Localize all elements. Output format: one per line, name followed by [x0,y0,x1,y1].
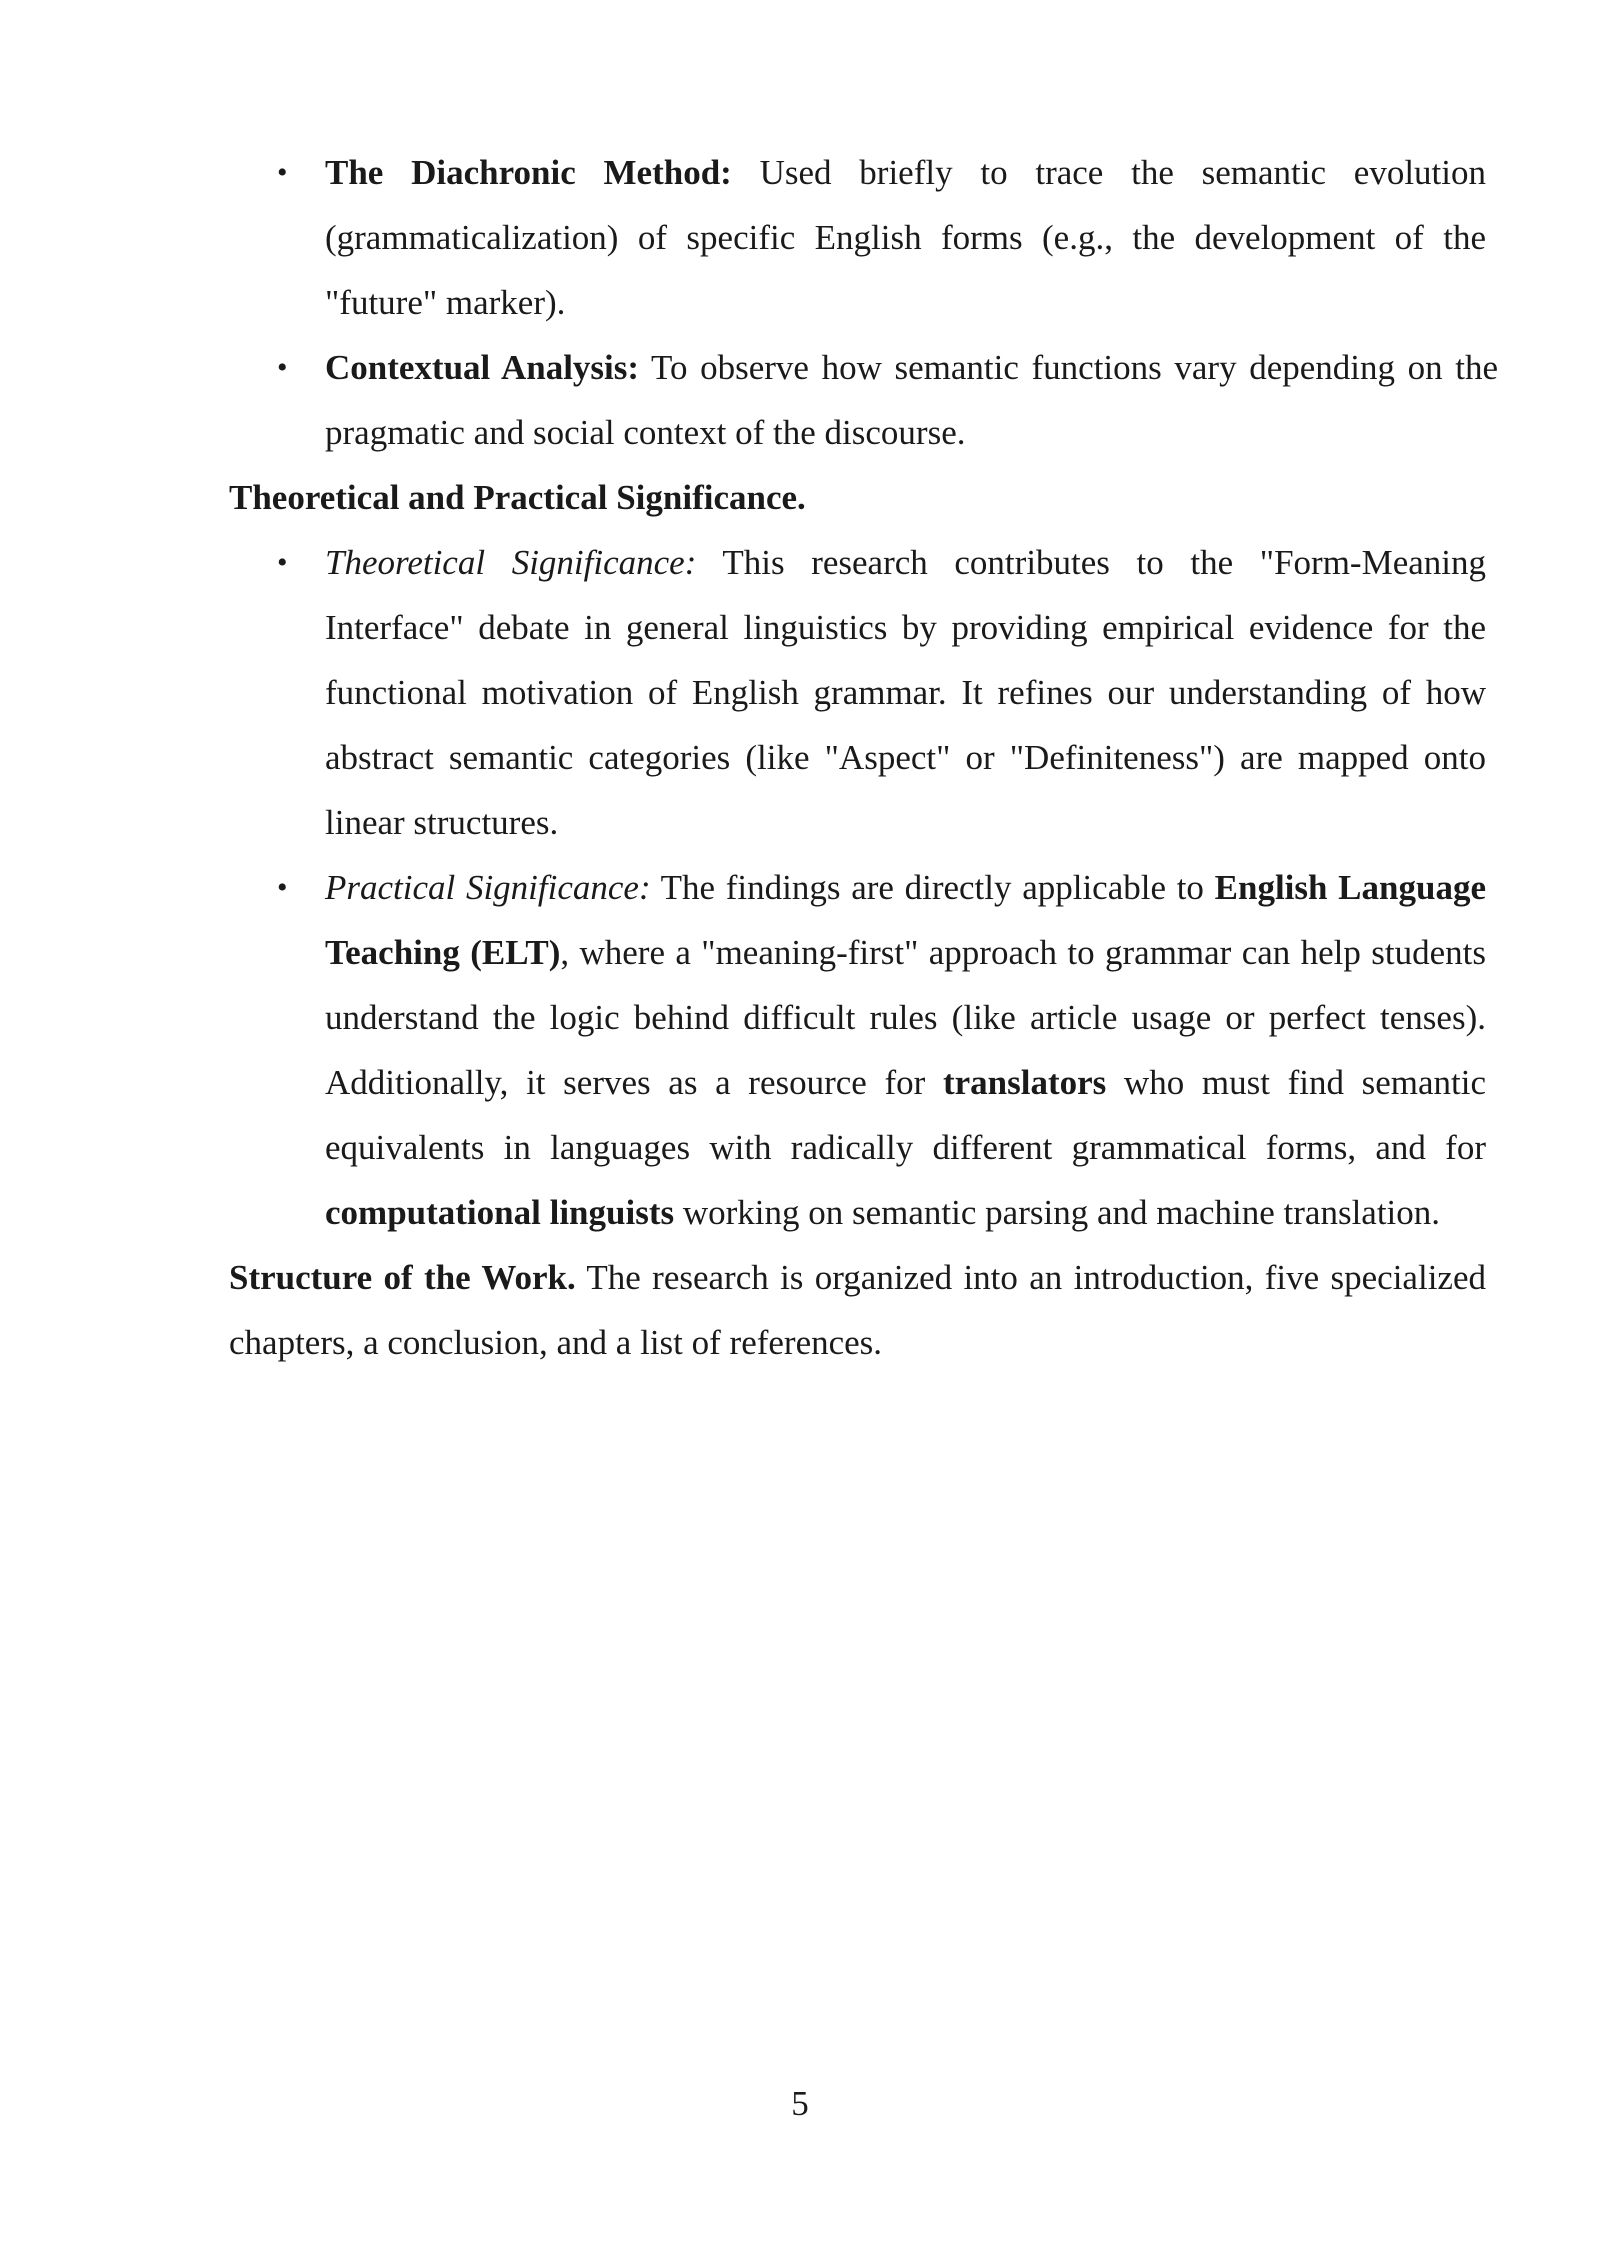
significance-list [229,530,1486,1245]
practical-text-segment: The findings are directly applicable to [650,868,1215,907]
list-item-text: To observe how semantic functions vary depending on the pragmatic and social context of the discourse. [325,348,1498,452]
practical-text-segment: working on semantic parsing and machine translation. [674,1193,1441,1232]
translators-term: translators [942,1063,1107,1102]
bullet-icon: • [277,351,288,384]
significance-heading: Theoretical and Practical Significance. [229,478,806,517]
bullet-icon: • [277,156,288,189]
practical-text-segment: , where a "meaning-first" approach to grammar can help students understand the logic behind difficult rules (like article usage or perfect tenses). Additionally, it serves as a resource for [325,933,1486,1102]
theoretical-significance-label: Theoretical Significance: [325,543,697,582]
list-item [229,855,1486,1245]
methods-list [229,140,1498,465]
structure-heading: Structure of the Work. [229,1258,576,1297]
page-body [229,140,1498,1375]
list-item-text: Used briefly to trace the semantic evolution (grammaticalization) of specific English forms (e.g., the development of the "future" marker). [325,153,1486,322]
computational-linguists-term: computational linguists [325,1193,675,1232]
bullet-icon: • [277,546,288,579]
page-number: 5 [791,2084,809,2123]
list-item-term: The Diachronic Method: [325,153,732,192]
list-item-term: Contextual Analysis: [325,348,640,387]
list-item [229,335,1498,465]
practical-significance-label: Practical Significance: [325,868,651,907]
list-item [229,140,1486,335]
bullet-icon: • [277,871,288,904]
practical-text-segment: who must find semantic equivalents in languages with radically different grammatical forms, and for [325,1063,1487,1167]
list-item [229,530,1486,855]
elt-term: English Language Teaching (ELT) [325,868,1486,972]
structure-text: The research is organized into an introduction, five specialized chapters, a conclusion, and a list of references. [229,1258,1486,1362]
theoretical-significance-text: This research contributes to the "Form-Meaning Interface" debate in general linguistics by providing empirical evidence for the functional motivation of English grammar. It refines our understanding of how abstract semantic categories (like "Aspect" or "Definiteness") are mapped onto linear structures. [325,543,1486,842]
structure-paragraph [229,1245,1486,1375]
